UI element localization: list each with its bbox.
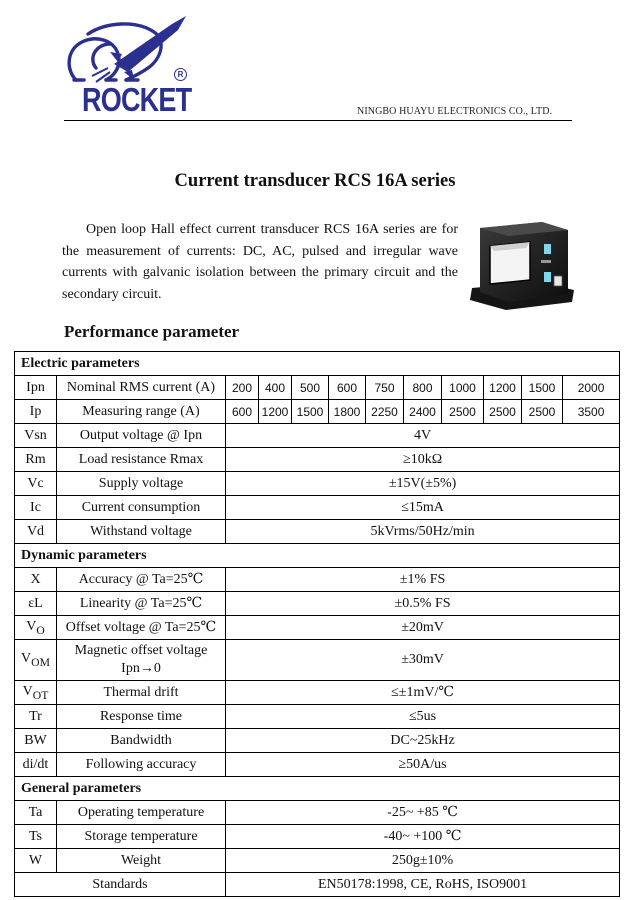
value-cell: 1000: [442, 376, 484, 400]
symbol-subscript: OT: [32, 688, 49, 702]
group-heading: Electric parameters: [15, 352, 620, 376]
symbol-cell: X: [15, 568, 57, 592]
rocket-logo: [62, 14, 198, 118]
current-transducer-photo: [468, 218, 578, 314]
group-heading: Dynamic parameters: [15, 544, 620, 568]
value-cell: ≥10kΩ: [226, 448, 620, 472]
value-cell: 5kVrms/50Hz/min: [226, 520, 620, 544]
symbol-cell: Ts: [15, 825, 57, 849]
table-row: [15, 849, 620, 873]
symbol-cell: [15, 681, 57, 705]
symbol-cell: Rm: [15, 448, 57, 472]
parameter-name: Offset voltage @ Ta=25℃: [57, 616, 226, 640]
table-row: [15, 616, 620, 640]
parameter-name: Supply voltage: [57, 472, 226, 496]
value-cell: 1500: [522, 376, 563, 400]
company-name: NINGBO HUAYU ELECTRONICS CO., LTD.: [357, 106, 553, 117]
value-cell: 1200: [484, 376, 522, 400]
value-cell: ±20mV: [226, 616, 620, 640]
parameter-name: Accuracy @ Ta=25℃: [57, 568, 226, 592]
value-cell: 4V: [226, 424, 620, 448]
value-cell: 1200: [259, 400, 292, 424]
group-header-row: [15, 544, 620, 568]
table-row: [15, 640, 620, 681]
value-cell: 600: [226, 400, 259, 424]
value-cell: 800: [404, 376, 442, 400]
symbol-cell: W: [15, 849, 57, 873]
parameter-name: Linearity @ Ta=25℃: [57, 592, 226, 616]
table-row: [15, 801, 620, 825]
value-cell: 2000: [563, 376, 620, 400]
table-row: [15, 873, 620, 897]
value-cell: 2500: [522, 400, 563, 424]
symbol-cell: Vd: [15, 520, 57, 544]
value-cell: 600: [329, 376, 366, 400]
table-row: [15, 400, 620, 424]
parameter-name: Nominal RMS current (A): [57, 376, 226, 400]
value-cell: ±0.5% FS: [226, 592, 620, 616]
symbol-cell: di/dt: [15, 753, 57, 777]
registered-mark: R: [174, 68, 187, 81]
value-cell: ≤5us: [226, 705, 620, 729]
value-cell: ±30mV: [226, 640, 620, 681]
symbol-main: V: [22, 683, 33, 699]
value-cell: 2250: [366, 400, 404, 424]
value-cell: 1800: [329, 400, 366, 424]
parameter-name: Storage temperature: [57, 825, 226, 849]
value-cell: EN50178:1998, CE, RoHS, ISO9001: [226, 873, 620, 897]
value-cell: 1500: [292, 400, 329, 424]
parameter-name: Magnetic offset voltage Ipn→0: [57, 640, 226, 681]
value-cell: ≤±1mV/℃: [226, 681, 620, 705]
table-row: [15, 472, 620, 496]
value-cell: -25~ +85 ℃: [226, 801, 620, 825]
value-cell: 2500: [442, 400, 484, 424]
symbol-cell: Ta: [15, 801, 57, 825]
parameter-name: Output voltage @ Ipn: [57, 424, 226, 448]
parameter-name: Withstand voltage: [57, 520, 226, 544]
parameter-name: Weight: [57, 849, 226, 873]
symbol-cell: Ipn: [15, 376, 57, 400]
parameter-name: Response time: [57, 705, 226, 729]
parameter-name: Operating temperature: [57, 801, 226, 825]
value-cell: -40~ +100 ℃: [226, 825, 620, 849]
value-cell: ±1% FS: [226, 568, 620, 592]
parameter-table: [14, 351, 620, 897]
symbol-cell: Ip: [15, 400, 57, 424]
table-row: [15, 520, 620, 544]
value-cell: 2400: [404, 400, 442, 424]
intro-paragraph: Open loop Hall effect current transducer RCS 16A series are for the measurement of currents: DC, AC, pulsed and irregular wave currents with galvanic isolation between the primary circuit and the secondary circuit.: [62, 222, 458, 302]
parameter-name: Measuring range (A): [57, 400, 226, 424]
symbol-cell: [15, 640, 57, 681]
symbol-cell: Vsn: [15, 424, 57, 448]
group-heading: General parameters: [15, 777, 620, 801]
header-divider: [64, 120, 572, 121]
value-cell: ≤15mA: [226, 496, 620, 520]
value-cell: ≥50A/us: [226, 753, 620, 777]
symbol-main: V: [21, 651, 32, 667]
table-row: [15, 496, 620, 520]
symbol-cell: Tr: [15, 705, 57, 729]
table-row: [15, 568, 620, 592]
parameter-name: Following accuracy: [57, 753, 226, 777]
value-cell: 2500: [484, 400, 522, 424]
parameter-name: Bandwidth: [57, 729, 226, 753]
brand-name: ROCKET: [82, 81, 192, 118]
table-row: [15, 376, 620, 400]
table-row: [15, 592, 620, 616]
table-row: [15, 681, 620, 705]
table-row: [15, 825, 620, 849]
parameter-name: Thermal drift: [57, 681, 226, 705]
value-cell: ±15V(±5%): [226, 472, 620, 496]
symbol-subscript: O: [36, 623, 45, 637]
value-cell: 200: [226, 376, 259, 400]
value-cell: 500: [292, 376, 329, 400]
value-cell: 400: [259, 376, 292, 400]
symbol-cell: εL: [15, 592, 57, 616]
symbol-cell: Vc: [15, 472, 57, 496]
value-cell: 3500: [563, 400, 620, 424]
symbol-cell: BW: [15, 729, 57, 753]
table-row: [15, 448, 620, 472]
page-title: Current transducer RCS 16A series: [174, 171, 456, 191]
table-row: [15, 753, 620, 777]
value-cell: 250g±10%: [226, 849, 620, 873]
table-row: [15, 729, 620, 753]
parameter-name: Load resistance Rmax: [57, 448, 226, 472]
parameter-name: Standards: [15, 873, 226, 897]
group-header-row: [15, 352, 620, 376]
symbol-cell: Ic: [15, 496, 57, 520]
table-row: [15, 705, 620, 729]
symbol-main: V: [26, 618, 37, 634]
value-cell: 750: [366, 376, 404, 400]
value-cell: DC~25kHz: [226, 729, 620, 753]
section-title: Performance parameter: [64, 322, 240, 341]
table-row: [15, 424, 620, 448]
symbol-cell: [15, 616, 57, 640]
group-header-row: [15, 777, 620, 801]
symbol-subscript: OM: [31, 655, 50, 669]
parameter-name: Current consumption: [57, 496, 226, 520]
